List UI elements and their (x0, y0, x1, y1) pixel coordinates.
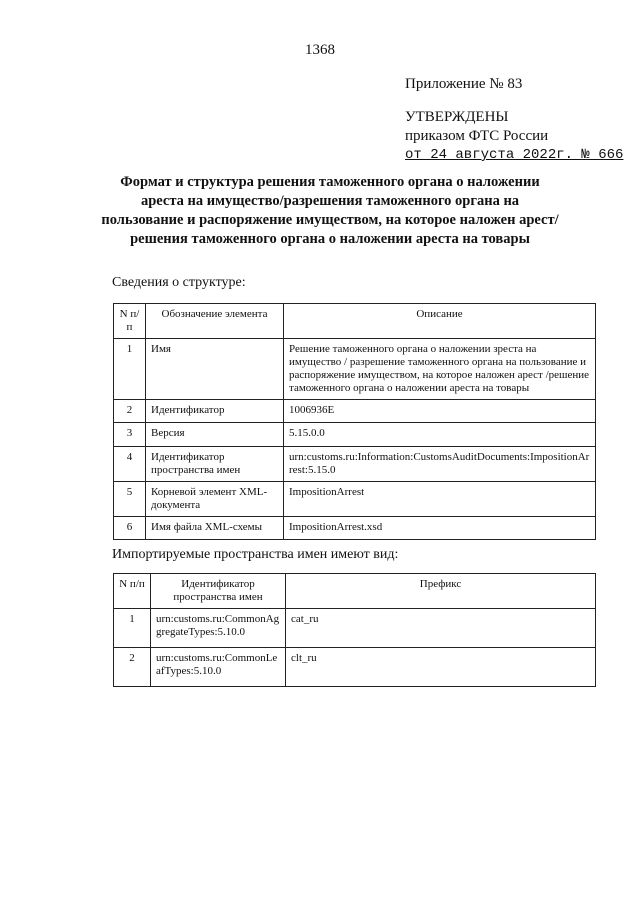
approved-label: УТВЕРЖДЕНЫ (405, 109, 509, 125)
element-description: ImpositionArrest.xsd (284, 517, 596, 540)
table-row (114, 482, 596, 517)
row-number: 5 (114, 482, 146, 517)
table-row (114, 648, 596, 687)
page-number: 1368 (305, 42, 335, 58)
element-description: 1006936E (284, 400, 596, 423)
row-number: 2 (114, 648, 151, 687)
table-header-row (114, 574, 596, 609)
row-number: 1 (114, 609, 151, 648)
row-number: 6 (114, 517, 146, 540)
namespace-id: urn:customs.ru:CommonAggregateTypes:5.10.0 (151, 609, 286, 648)
header-cell: Описание (284, 304, 596, 339)
row-number: 2 (114, 400, 146, 423)
table-header-row (114, 304, 596, 339)
order-reference: от 24 августа 2022г. № 666 (405, 147, 624, 163)
table-row (114, 447, 596, 482)
namespace-id: urn:customs.ru:CommonLeafTypes:5.10.0 (151, 648, 286, 687)
table-row (114, 609, 596, 648)
table-row (114, 423, 596, 447)
row-number: 1 (114, 339, 146, 400)
element-name: Имя файла XML-схемы (146, 517, 284, 540)
namespace-prefix: cat_ru (286, 609, 596, 648)
element-name: Версия (146, 423, 284, 447)
table-row (114, 517, 596, 540)
namespace-prefix: clt_ru (286, 648, 596, 687)
header-cell: Обозначение элемента (146, 304, 284, 339)
element-description: 5.15.0.0 (284, 423, 596, 447)
row-number: 4 (114, 447, 146, 482)
structure-table (113, 303, 596, 540)
element-name: Корневой элемент XML-документа (146, 482, 284, 517)
element-description: Решение таможенного органа о наложении зреста на имущество / разрешение таможенного органа на пользование и распоряжение имуществом, на которое наложен арест /решение таможенного органа о наложении ареста на товары (284, 339, 596, 400)
element-name: Идентификатор пространства имен (146, 447, 284, 482)
header-cell: N п/п (114, 304, 146, 339)
appendix-label: Приложение № 83 (405, 76, 523, 92)
header-cell: Идентификатор пространства имен (151, 574, 286, 609)
element-name: Идентификатор (146, 400, 284, 423)
element-description: urn:customs.ru:Information:CustomsAuditDocuments:ImpositionArrest:5.15.0 (284, 447, 596, 482)
element-description: ImpositionArrest (284, 482, 596, 517)
header-cell: N п/п (114, 574, 151, 609)
header-cell: Префикс (286, 574, 596, 609)
element-name: Имя (146, 339, 284, 400)
table-row (114, 339, 596, 400)
row-number: 3 (114, 423, 146, 447)
approval-block (405, 108, 623, 165)
structure-label: Сведения о структуре: (112, 275, 246, 290)
approved-by: приказом ФТС России (405, 128, 549, 144)
table-row (114, 400, 596, 423)
namespaces-label: Импортируемые пространства имен имеют вид: (112, 547, 399, 562)
namespaces-table (113, 573, 596, 687)
document-title: Формат и структура решения таможенного органа о наложении ареста на имущество/разрешения таможенного органа на пользование и распоряжение имуществом, на которое наложен арест/решения таможенного органа о наложении ареста на товары (101, 174, 559, 247)
